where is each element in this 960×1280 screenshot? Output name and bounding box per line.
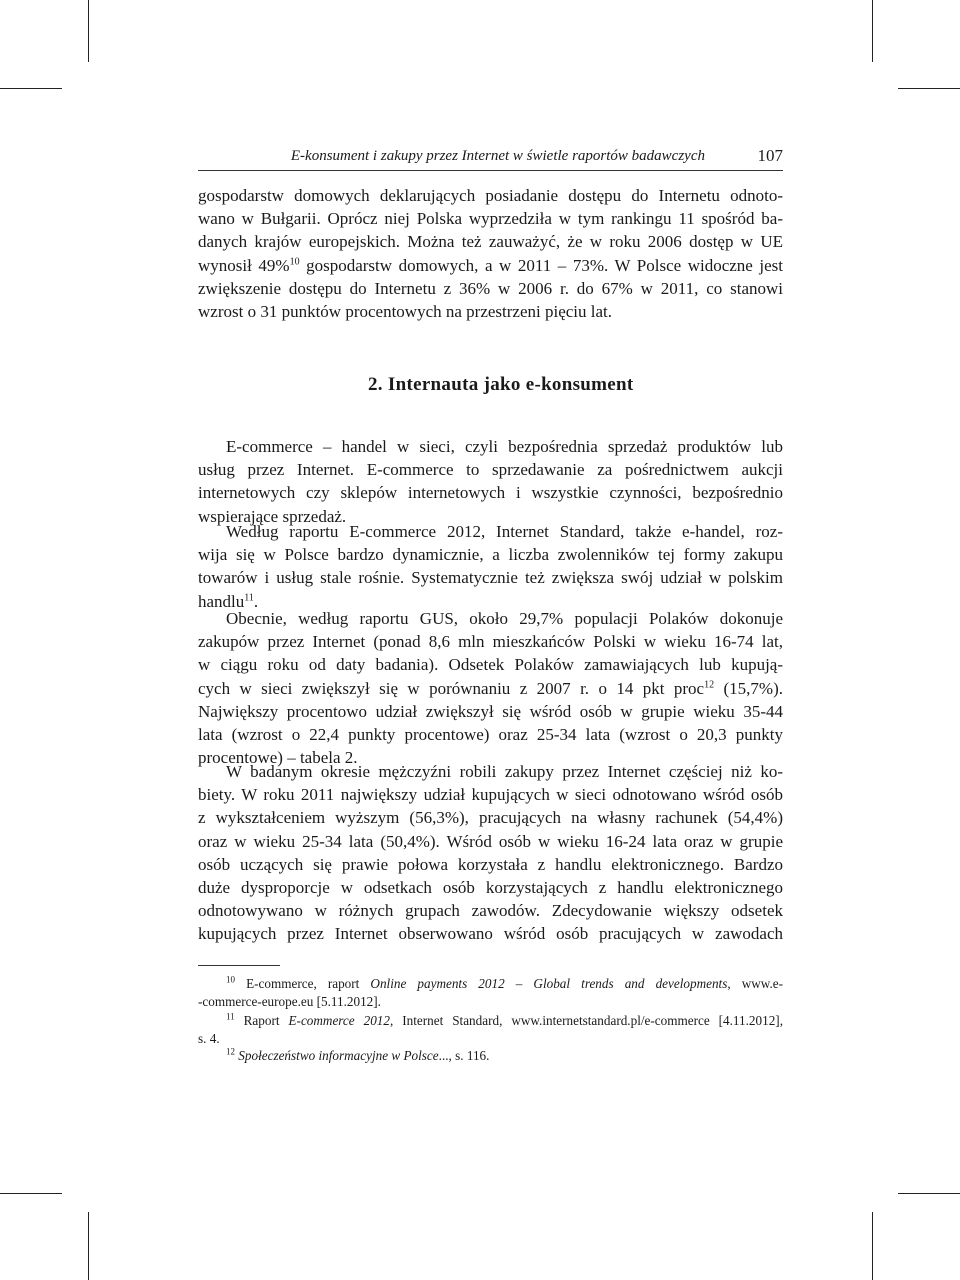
footnote-separator bbox=[198, 965, 280, 966]
text-fragment: cych w sieci zwiększył się w porównaniu z 2007 r. o 14 pkt proc bbox=[198, 678, 705, 698]
text-line: gospodarstw domowych deklarujących posiadanie dostępu do Internetu odnoto- bbox=[198, 186, 783, 205]
footnote-text: , www.e- bbox=[727, 976, 783, 991]
footnote-number: 10 bbox=[226, 974, 235, 985]
footnote-number: 11 bbox=[226, 1011, 235, 1022]
text-line bbox=[198, 677, 783, 700]
crop-mark bbox=[0, 88, 62, 89]
crop-mark bbox=[898, 1193, 960, 1194]
footnote-line bbox=[198, 1012, 783, 1030]
footnote bbox=[198, 975, 783, 1010]
text-line: internetowych czy sklepów internetowych i wszystkie czynności, bezpośrednio bbox=[198, 483, 783, 503]
text-line: E-commerce – handel w sieci, czyli bezpośrednia sprzedaż produktów lub bbox=[226, 437, 783, 456]
crop-mark bbox=[88, 0, 89, 62]
text-line: Obecnie, według raportu GUS, około 29,7% populacji Polaków dokonuje bbox=[226, 609, 783, 628]
section-heading: 2. Internauta jako e-konsument bbox=[368, 374, 634, 395]
text-line: duże dysproporcje w odsetkach osób korzystających z handlu elektronicznego bbox=[198, 878, 783, 898]
text-line: procentowe) – tabela 2. bbox=[198, 748, 358, 768]
footnote-title: Społeczeństwo informacyjne w Polsce bbox=[238, 1048, 439, 1063]
running-header bbox=[198, 146, 783, 171]
text-fragment: (15,7%). bbox=[714, 678, 784, 698]
crop-mark bbox=[872, 0, 873, 62]
paragraph bbox=[198, 520, 783, 613]
intro-paragraph bbox=[198, 184, 783, 323]
footnote-number: 12 bbox=[226, 1046, 235, 1057]
footnote-line bbox=[198, 975, 783, 993]
text-line: usług przez Internet. E-commerce to sprzedawanie za pośrednictwem aukcji bbox=[198, 460, 783, 480]
text-line: lata (wzrost o 22,4 punkty procentowe) oraz 25-34 lata (wzrost o 20,3 punkty bbox=[198, 725, 783, 745]
footnote-line: s. 4. bbox=[198, 1030, 220, 1046]
paragraph bbox=[198, 760, 783, 946]
crop-mark bbox=[88, 1212, 89, 1280]
footnote bbox=[198, 1012, 783, 1047]
text-line: wspierające sprzedaż. bbox=[198, 506, 347, 526]
text-line: biety. W roku 2011 największy udział kupujących w sieci odnotowano wśród osób bbox=[198, 785, 783, 805]
crop-mark bbox=[0, 1193, 62, 1194]
text-line: wano w Bułgarii. Oprócz niej Polska wyprzedziła w tym rankingu 11 spośród ba- bbox=[198, 209, 783, 229]
footnote-line bbox=[198, 1047, 783, 1065]
text-line: W badanym okresie mężczyźni robili zakupy przez Internet częściej niż ko- bbox=[226, 762, 783, 781]
footnote-text: ..., s. 116. bbox=[438, 1048, 490, 1063]
text-line: zwiększenie dostępu do Internetu z 36% w 2006 r. do 67% w 2011, co stanowi bbox=[198, 278, 783, 298]
text-line: Największy procentowo udział zwiększył się wśród osób w grupie wieku 35-44 bbox=[198, 701, 783, 721]
running-title: E-konsument i zakupy przez Internet w świetle raportów badawczych bbox=[290, 148, 705, 164]
paragraph bbox=[198, 607, 783, 769]
text-line: wija się w Polsce bardzo dynamicznie, a liczba zwolenników tej formy zakupu bbox=[198, 545, 783, 565]
text-line: wzrost o 31 punktów procentowych na przestrzeni pięciu lat. bbox=[198, 302, 613, 322]
text-line: kupujących przez Internet obserwowano wśród osób pracujących w zawodach bbox=[198, 924, 783, 944]
text-line: Według raportu E-commerce 2012, Internet Standard, także e-handel, roz- bbox=[226, 522, 783, 541]
text-fragment: handlu bbox=[198, 591, 245, 611]
footnote-title: E-commerce 2012 bbox=[288, 1013, 390, 1028]
text-line: w ciągu roku od daty badania). Odsetek Polaków zamawiających lub kupują- bbox=[198, 655, 783, 675]
footnote-ref: 11 bbox=[244, 591, 254, 603]
footnote-ref: 12 bbox=[704, 678, 715, 690]
footnote-text: Raport bbox=[243, 1013, 289, 1028]
text-fragment: wynosił 49% bbox=[198, 255, 290, 275]
crop-mark bbox=[898, 88, 960, 89]
text-fragment: gospodarstw domowych, a w 2011 – 73%. W Polsce widoczne jest bbox=[299, 255, 784, 275]
footnote-text: , Internet Standard, www.internetstandard.pl/e-commerce [4.11.2012], bbox=[389, 1013, 783, 1028]
text-line: zakupów przez Internet (ponad 8,6 mln mieszkańców Polski w wieku 16-74 lat, bbox=[198, 632, 783, 652]
text-line: towarów i usług stale rośnie. Systematycznie też zwiększa swój udział w polskim bbox=[198, 568, 783, 588]
text-line: oraz w wieku 25-34 lata (50,4%). Wśród osób w wieku 16-24 lata oraz w grupie bbox=[198, 831, 783, 851]
paragraph bbox=[198, 435, 783, 528]
footnote-ref: 10 bbox=[289, 255, 300, 267]
text-fragment: . bbox=[253, 591, 259, 611]
footnote-line: -commerce-europe.eu [5.11.2012]. bbox=[198, 993, 381, 1009]
page-number: 107 bbox=[757, 146, 783, 165]
text-line: osób uczących się prawie połowa korzystała z handlu elektronicznego. Bardzo bbox=[198, 854, 783, 874]
footnote bbox=[198, 1047, 783, 1065]
footnote-title: Online payments 2012 – Global trends and developments bbox=[370, 976, 728, 991]
text-line: odnotowywano w różnych grupach zawodów. Zdecydowanie większy odsetek bbox=[198, 901, 783, 921]
footnote-text: E-commerce, raport bbox=[246, 976, 371, 991]
crop-mark bbox=[872, 1212, 873, 1280]
text-line: z wykształceniem wyższym (56,3%), pracujących na własny rachunek (54,4%) bbox=[198, 808, 783, 828]
text-line: danych krajów europejskich. Można też zauważyć, że w roku 2006 dostęp w UE bbox=[198, 232, 783, 252]
text-line bbox=[198, 254, 783, 277]
